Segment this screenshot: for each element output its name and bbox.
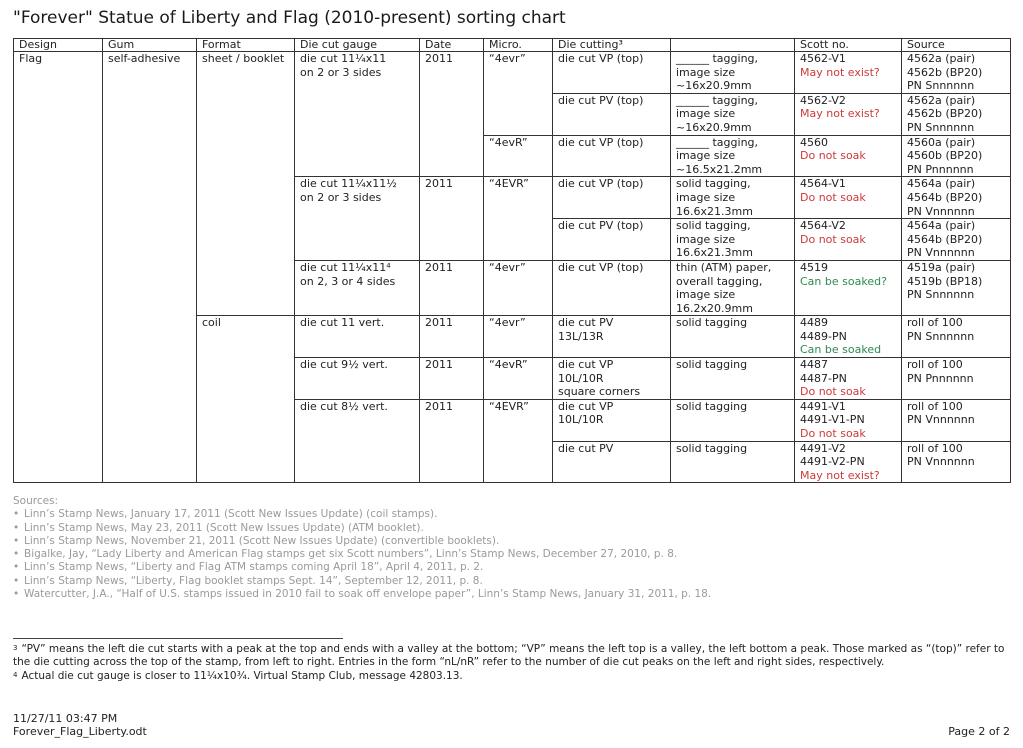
format-cell: coil — [197, 316, 295, 483]
die-cutting-cell: die cut PV (top) — [553, 219, 671, 261]
footnote-4 — [13, 670, 1013, 683]
scott-number: 4562-V1 — [800, 52, 846, 65]
scott-number: 4560 — [800, 135, 828, 149]
scott-number: 4491-V2 4491-V2-PN — [800, 441, 865, 469]
source-cell: roll of 100 PN Vnnnnnn — [902, 441, 1011, 483]
source-item: • Watercutter, J.A., “Half of U.S. stamps issued in 2010 fail to soak off envelope paper”, Linn’s Stamp News, January 31, 2011, p. 18. — [13, 588, 711, 601]
tagging-cell: thin (ATM) paper, overall tagging, image size 16.2x20.9mm — [671, 260, 795, 315]
soak-note: Do not soak — [800, 232, 866, 246]
die-cutting-cell: die cut VP (top) — [553, 177, 671, 219]
scott-cell — [795, 358, 902, 400]
source-cell: roll of 100 PN Pnnnnnn — [902, 358, 1011, 400]
source-cell: roll of 100 PN Snnnnnn — [902, 316, 1011, 358]
gauge-cell: die cut 8½ vert. — [295, 399, 420, 483]
header-scott-no: Scott no. — [795, 39, 902, 52]
micro-cell: “4EVR” — [484, 177, 553, 261]
die-cutting-cell: die cut PV 13L/13R — [553, 316, 671, 358]
soak-note: Do not soak — [800, 149, 866, 163]
source-cell: 4564a (pair) 4564b (BP20) PN Vnnnnnn — [902, 219, 1011, 261]
scott-cell — [795, 399, 902, 441]
scott-cell — [795, 316, 902, 358]
micro-cell: “4EVR” — [484, 399, 553, 483]
scott-cell — [795, 177, 902, 219]
gauge-cell: die cut 11¼x11½ on 2 or 3 sides — [295, 177, 420, 261]
source-item: • Linn’s Stamp News, May 23, 2011 (Scott New Issues Update) (ATM booklet). — [13, 522, 711, 535]
date-cell: 2011 — [420, 260, 484, 315]
tagging-cell: ______ tagging, image size ~16x20.9mm — [671, 93, 795, 135]
tagging-cell: solid tagging — [671, 316, 795, 358]
scott-number: 4519 — [800, 260, 828, 274]
die-cutting-cell: die cut VP (top) — [553, 52, 671, 94]
die-cutting-cell: die cut VP 10L/10R square corners — [553, 358, 671, 400]
soak-note: Do not soak — [800, 190, 866, 204]
source-item: • Linn’s Stamp News, January 17, 2011 (Scott New Issues Update) (coil stamps). — [13, 508, 711, 521]
scott-cell — [795, 260, 902, 315]
micro-cell: “4evr” — [484, 316, 553, 358]
footnote-3 — [13, 643, 1013, 670]
soak-note: May not exist? — [800, 65, 880, 79]
footer-page-number: Page 2 of 2 — [948, 725, 1010, 738]
micro-cell: “4evR” — [484, 358, 553, 400]
scott-number: 4564-V1 — [800, 177, 846, 191]
scott-number: 4491-V1 4491-V1-PN — [800, 399, 865, 427]
header-source: Source — [902, 39, 1011, 52]
source-item: • Bigalke, Jay, “Lady Liberty and American Flag stamps get six Scott numbers”, Linn’s Stamp News, December 27, 2010, p. 8. — [13, 548, 711, 561]
date-cell: 2011 — [420, 316, 484, 358]
tagging-cell: solid tagging, image size 16.6x21.3mm — [671, 219, 795, 261]
footer-filename: Forever_Flag_Liberty.odt — [13, 725, 147, 738]
scott-cell — [795, 441, 902, 483]
date-cell: 2011 — [420, 177, 484, 261]
header-gum: Gum — [103, 39, 197, 52]
source-cell: 4562a (pair) 4562b (BP20) PN Snnnnnn — [902, 52, 1011, 94]
scott-number: 4562-V2 — [800, 93, 846, 107]
tagging-cell: ______ tagging, image size ~16x20.9mm — [671, 52, 795, 94]
soak-note: May not exist? — [800, 107, 880, 121]
source-cell: 4519a (pair) 4519b (BP18) PN Snnnnnn — [902, 260, 1011, 315]
footnote-text: “PV” means the left die cut starts with a peak at the top and ends with a valley at the bottom; “VP” means the left top is a valley, the left bottom a peak. Those marked as “(top)” refer to the die cutting across the top of the stamp, from left to right. Entries in the form “nL/nR” refer to the number of die cut peaks on the left and right sides, respectively. — [13, 643, 1005, 669]
die-cutting-cell: die cut PV (top) — [553, 93, 671, 135]
die-cutting-cell: die cut VP (top) — [553, 260, 671, 315]
micro-cell: “4evr” — [484, 260, 553, 315]
source-cell: 4564a (pair) 4564b (BP20) PN Vnnnnnn — [902, 177, 1011, 219]
footnote-mark: 4 — [13, 670, 18, 679]
scott-number: 4564-V2 — [800, 219, 846, 233]
soak-note: Can be soaked — [800, 343, 882, 357]
source-item: • Linn’s Stamp News, “Liberty, Flag booklet stamps Sept. 14”, September 12, 2011, p. 8. — [13, 575, 711, 588]
gauge-cell: die cut 11 vert. — [295, 316, 420, 358]
footnotes — [13, 643, 1013, 683]
table-row — [14, 52, 1011, 94]
die-cutting-cell: die cut VP 10L/10R — [553, 399, 671, 441]
source-item: • Linn’s Stamp News, “Liberty and Flag ATM stamps coming April 18”, April 4, 2011, p. 2. — [13, 561, 711, 574]
die-cutting-cell: die cut PV — [553, 441, 671, 483]
header-die-cutting: Die cutting³ — [553, 39, 671, 52]
tagging-cell: solid tagging — [671, 358, 795, 400]
date-cell: 2011 — [420, 52, 484, 177]
date-cell: 2011 — [420, 399, 484, 483]
sources-section — [13, 495, 711, 601]
header-micro: Micro. — [484, 39, 553, 52]
header-tagging — [671, 39, 795, 52]
scott-cell — [795, 135, 902, 177]
source-cell: 4560a (pair) 4560b (BP20) PN Pnnnnnn — [902, 135, 1011, 177]
footer-date: 11/27/11 03:47 PM — [13, 712, 118, 725]
gauge-cell: die cut 11¼x11⁴ on 2, 3 or 4 sides — [295, 260, 420, 315]
soak-note: Can be soaked? — [800, 274, 887, 288]
footnote-divider — [13, 638, 343, 639]
tagging-cell: solid tagging, image size 16.6x21.3mm — [671, 177, 795, 219]
page-title: "Forever" Statue of Liberty and Flag (2010-present) sorting chart — [13, 8, 566, 28]
format-cell: sheet / booklet — [197, 52, 295, 316]
micro-cell: “4evr” — [484, 52, 553, 136]
date-cell: 2011 — [420, 358, 484, 400]
tagging-cell: ______ tagging, image size ~16.5x21.2mm — [671, 135, 795, 177]
table-header-row — [14, 39, 1011, 52]
scott-cell — [795, 52, 902, 94]
soak-note: Do not soak — [800, 385, 866, 399]
soak-note: May not exist? — [800, 468, 880, 482]
die-cutting-cell: die cut VP (top) — [553, 135, 671, 177]
gum-cell: self-adhesive — [103, 52, 197, 483]
sorting-chart-table — [13, 38, 1011, 483]
design-cell: Flag — [14, 52, 103, 483]
gauge-cell: die cut 9½ vert. — [295, 358, 420, 400]
source-cell: 4562a (pair) 4562b (BP20) PN Snnnnnn — [902, 93, 1011, 135]
scott-cell — [795, 219, 902, 261]
source-item: • Linn’s Stamp News, November 21, 2011 (Scott New Issues Update) (convertible booklets). — [13, 535, 711, 548]
scott-cell — [795, 93, 902, 135]
micro-cell: “4evR” — [484, 135, 553, 177]
tagging-cell: solid tagging — [671, 399, 795, 441]
gauge-cell: die cut 11¼x11 on 2 or 3 sides — [295, 52, 420, 177]
scott-number: 4487 4487-PN — [800, 358, 847, 385]
footnote-mark: 3 — [13, 644, 18, 652]
tagging-cell: solid tagging — [671, 441, 795, 483]
footnote-text: Actual die cut gauge is closer to 11¼x10¾. Virtual Stamp Club, message 42803.13. — [21, 669, 463, 682]
header-date: Date — [420, 39, 484, 52]
header-die-cut-gauge: Die cut gauge — [295, 39, 420, 52]
header-format: Format — [197, 39, 295, 52]
source-cell: roll of 100 PN Vnnnnnn — [902, 399, 1011, 441]
soak-note: Do not soak — [800, 427, 866, 441]
header-design: Design — [14, 39, 103, 52]
scott-number: 4489 4489-PN — [800, 316, 847, 343]
sources-heading: Sources: — [13, 495, 59, 507]
